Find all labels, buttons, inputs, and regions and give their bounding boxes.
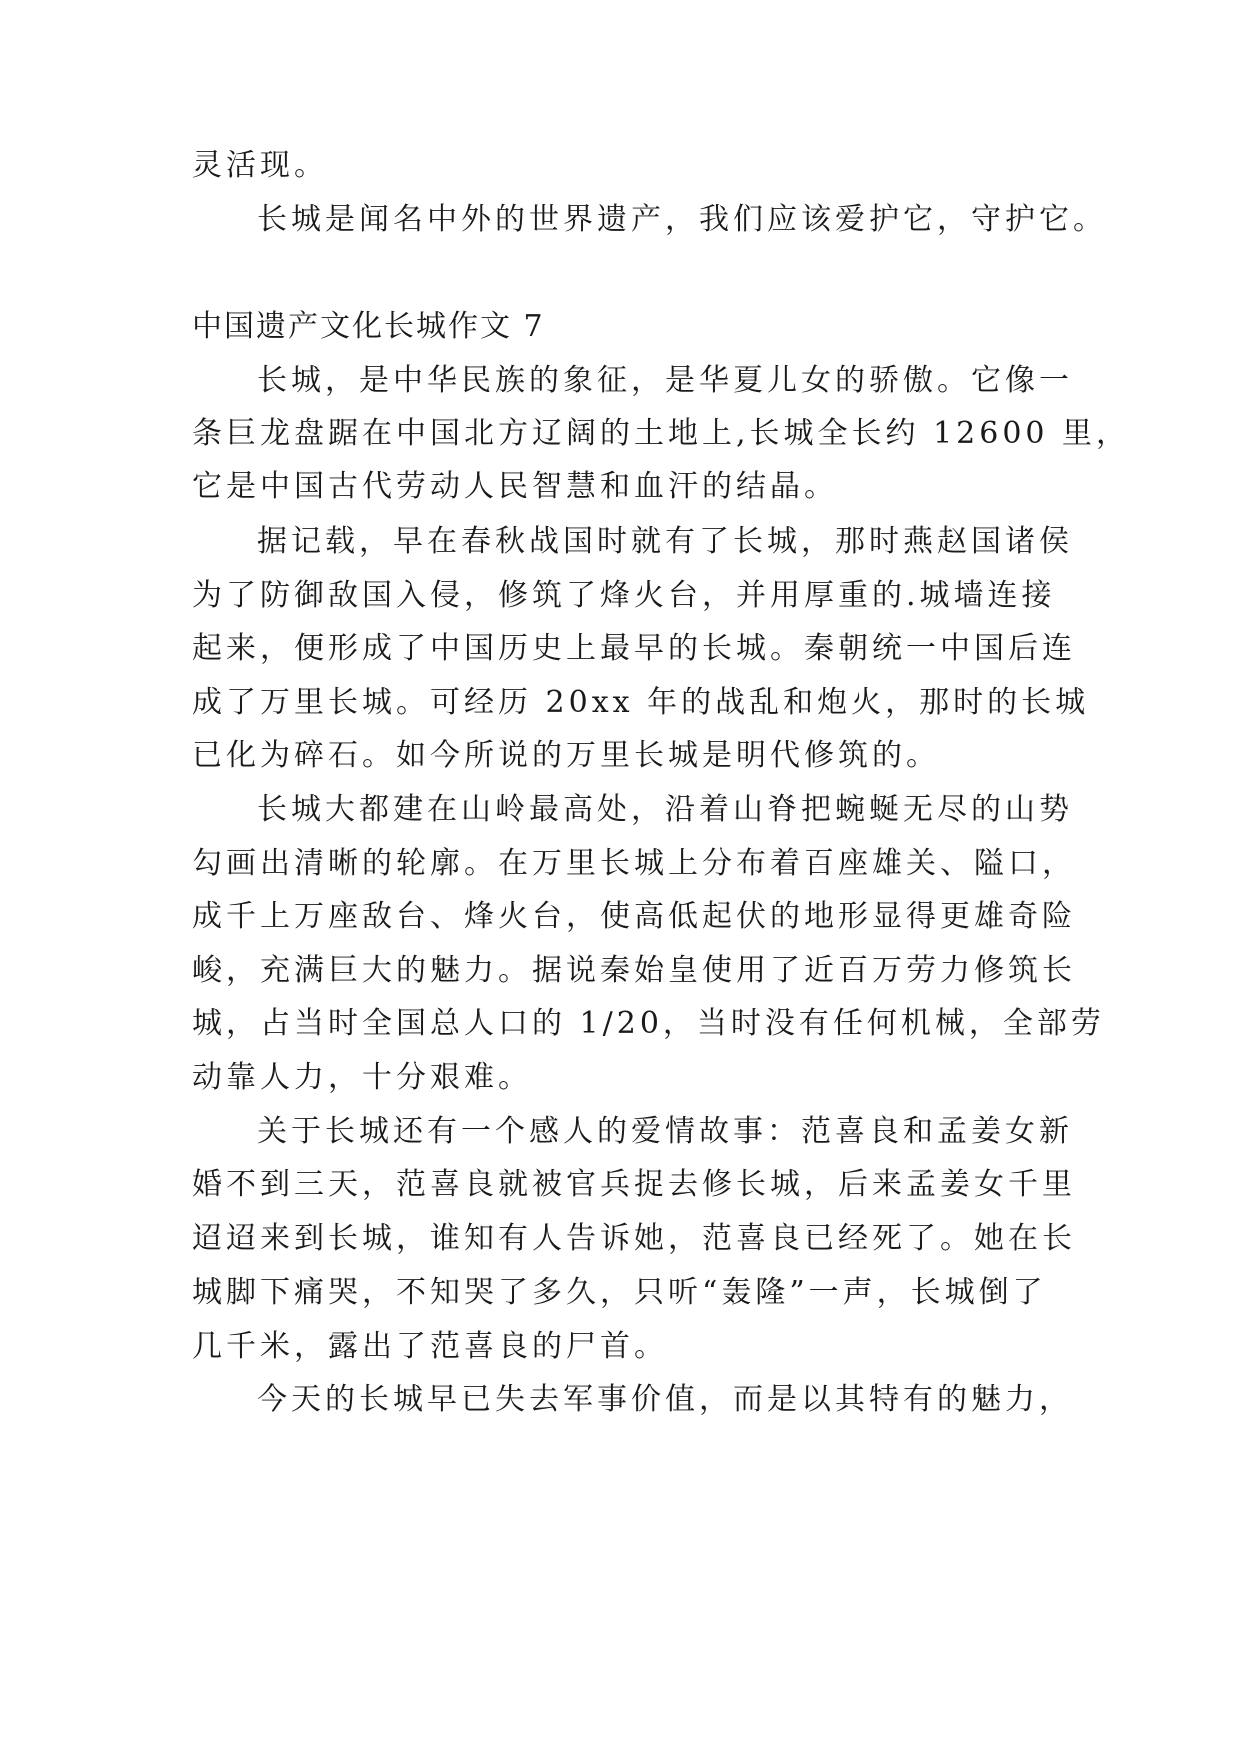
paragraph-4-line-3: 迢迢来到长城，谁知有人告诉她，范喜良已经死了。她在长 bbox=[192, 1221, 1076, 1256]
section-title: 中国遗产文化长城作文 7 bbox=[192, 309, 545, 344]
paragraph-1-line-1: 长城，是中华民族的象征，是华夏儿女的骄傲。它像一 bbox=[257, 363, 1073, 398]
paragraph-3-line-3: 成千上万座敌台、烽火台，使高低起伏的地形显得更雄奇险 bbox=[192, 899, 1076, 934]
paragraph-3-line-2: 勾画出清晰的轮廓。在万里长城上分布着百座雄关、隘口， bbox=[192, 846, 1076, 881]
paragraph-2-line-3: 起来，便形成了中国历史上最早的长城。秦朝统一中国后连 bbox=[192, 631, 1076, 666]
paragraph-3-line-6: 动靠人力，十分艰难。 bbox=[192, 1060, 532, 1095]
paragraph-3-line-1: 长城大都建在山岭最高处，沿着山脊把蜿蜒无尽的山势 bbox=[257, 792, 1073, 827]
paragraph-4-line-2: 婚不到三天，范喜良就被官兵捉去修长城，后来孟姜女千里 bbox=[192, 1167, 1076, 1202]
prev-paragraph-tail: 灵活现。 bbox=[192, 148, 328, 183]
paragraph-1-line-2: 条巨龙盘踞在中国北方辽阔的土地上,长城全长约 12600 里， bbox=[192, 416, 1131, 451]
paragraph-4-line-4: 城脚下痛哭，不知哭了多久，只听“轰隆”一声，长城倒了 bbox=[192, 1275, 1047, 1310]
paragraph-2-line-2: 为了防御敌国入侵，修筑了烽火台，并用厚重的.城墙连接 bbox=[192, 578, 1056, 613]
prev-closing-line: 长城是闻名中外的世界遗产，我们应该爱护它，守护它。 bbox=[257, 202, 1107, 237]
paragraph-1-line-3: 它是中国古代劳动人民智慧和血汗的结晶。 bbox=[192, 469, 838, 504]
paragraph-4-line-1: 关于长城还有一个感人的爱情故事：范喜良和孟姜女新 bbox=[257, 1114, 1073, 1149]
paragraph-2-line-4: 成了万里长城。可经历 20xx 年的战乱和炮火，那时的长城 bbox=[192, 685, 1090, 720]
paragraph-3-line-4: 峻，充满巨大的魅力。据说秦始皇使用了近百万劳力修筑长 bbox=[192, 953, 1076, 988]
paragraph-2-line-5: 已化为碎石。如今所说的万里长城是明代修筑的。 bbox=[192, 738, 940, 773]
paragraph-3-line-5: 城，占当时全国总人口的 1/20，当时没有任何机械，全部劳 bbox=[192, 1006, 1105, 1041]
paragraph-4-line-5: 几千米，露出了范喜良的尸首。 bbox=[192, 1329, 668, 1364]
paragraph-5-line-1: 今天的长城早已失去军事价值，而是以其特有的魅力， bbox=[257, 1382, 1073, 1417]
paragraph-2-line-1: 据记载，早在春秋战国时就有了长城，那时燕赵国诸侯 bbox=[257, 524, 1073, 559]
